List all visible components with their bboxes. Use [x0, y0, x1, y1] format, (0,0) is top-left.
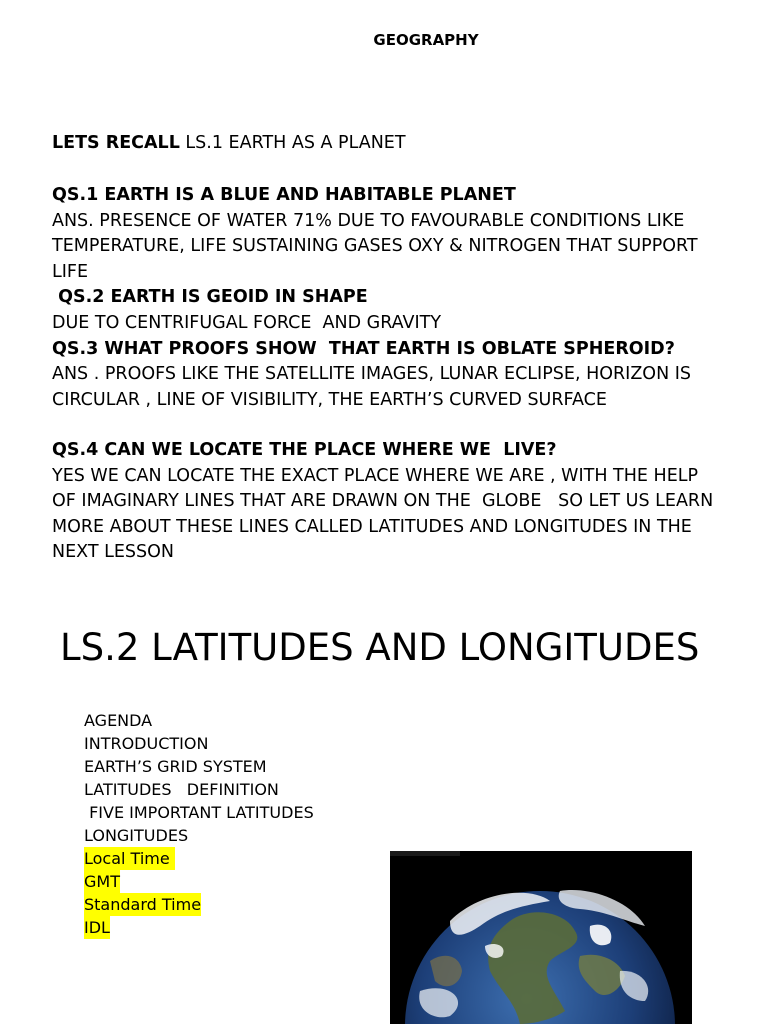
- agenda-item: FIVE IMPORTANT LATITUDES: [84, 803, 314, 822]
- qa-section: [52, 183, 752, 413]
- answer-2: DUE TO CENTRIFUGAL FORCE AND GRAVITY: [52, 312, 442, 333]
- agenda-highlight-standard-time: Standard Time: [84, 895, 202, 914]
- agenda-list: [84, 709, 314, 939]
- lets-recall-line: [52, 131, 752, 157]
- recall-lesson: LS.1 EARTH AS A PLANET: [179, 133, 406, 153]
- agenda-highlight-local-time: Local Time: [84, 849, 175, 868]
- answer-1: ANS. PRESENCE OF WATER 71% DUE TO FAVOURABLE CONDITIONS LIKE TEMPERATURE, LIFE SUSTAINING GASES OXY & NITROGEN THAT SUPPORT LIFE: [52, 210, 698, 282]
- qa-section-2: [52, 438, 752, 566]
- earth-globe-image: [390, 851, 692, 1024]
- agenda-item: AGENDA: [84, 711, 153, 730]
- lesson2-heading: LS.2 LATITUDES AND LONGITUDES: [60, 626, 700, 669]
- question-2: QS.2 EARTH IS GEOID IN SHAPE: [52, 287, 368, 308]
- earth-globe-icon: [390, 851, 692, 1024]
- agenda-highlight-idl: IDL: [84, 918, 110, 937]
- question-3: QS.3 WHAT PROOFS SHOW THAT EARTH IS OBLATE SPHEROID?: [52, 338, 675, 359]
- answer-3: ANS . PROOFS LIKE THE SATELLITE IMAGES, LUNAR ECLIPSE, HORIZON IS CIRCULAR , LINE OF VISIBILITY, THE EARTH’S CURVED SURFACE: [52, 364, 692, 410]
- agenda-highlight-gmt: GMT: [84, 872, 120, 891]
- agenda-item: INTRODUCTION: [84, 734, 209, 753]
- agenda-item: LATITUDES DEFINITION: [84, 780, 279, 799]
- recall-prefix: LETS RECALL: [52, 133, 180, 153]
- answer-4: YES WE CAN LOCATE THE EXACT PLACE WHERE WE ARE , WITH THE HELP OF IMAGINARY LINES THAT ARE DRAWN ON THE GLOBE SO LET US LEARN MORE ABOUT THESE LINES CALLED LATITUDES AND LONGITUDES IN THE NEXT LESSON: [52, 465, 719, 563]
- agenda-item: LONGITUDES: [84, 826, 189, 845]
- question-4: QS.4 CAN WE LOCATE THE PLACE WHERE WE LIVE?: [52, 440, 557, 460]
- agenda-item: EARTH’S GRID SYSTEM: [84, 757, 267, 776]
- document-title: GEOGRAPHY: [373, 31, 479, 49]
- question-1: QS.1 EARTH IS A BLUE AND HABITABLE PLANET: [52, 185, 516, 205]
